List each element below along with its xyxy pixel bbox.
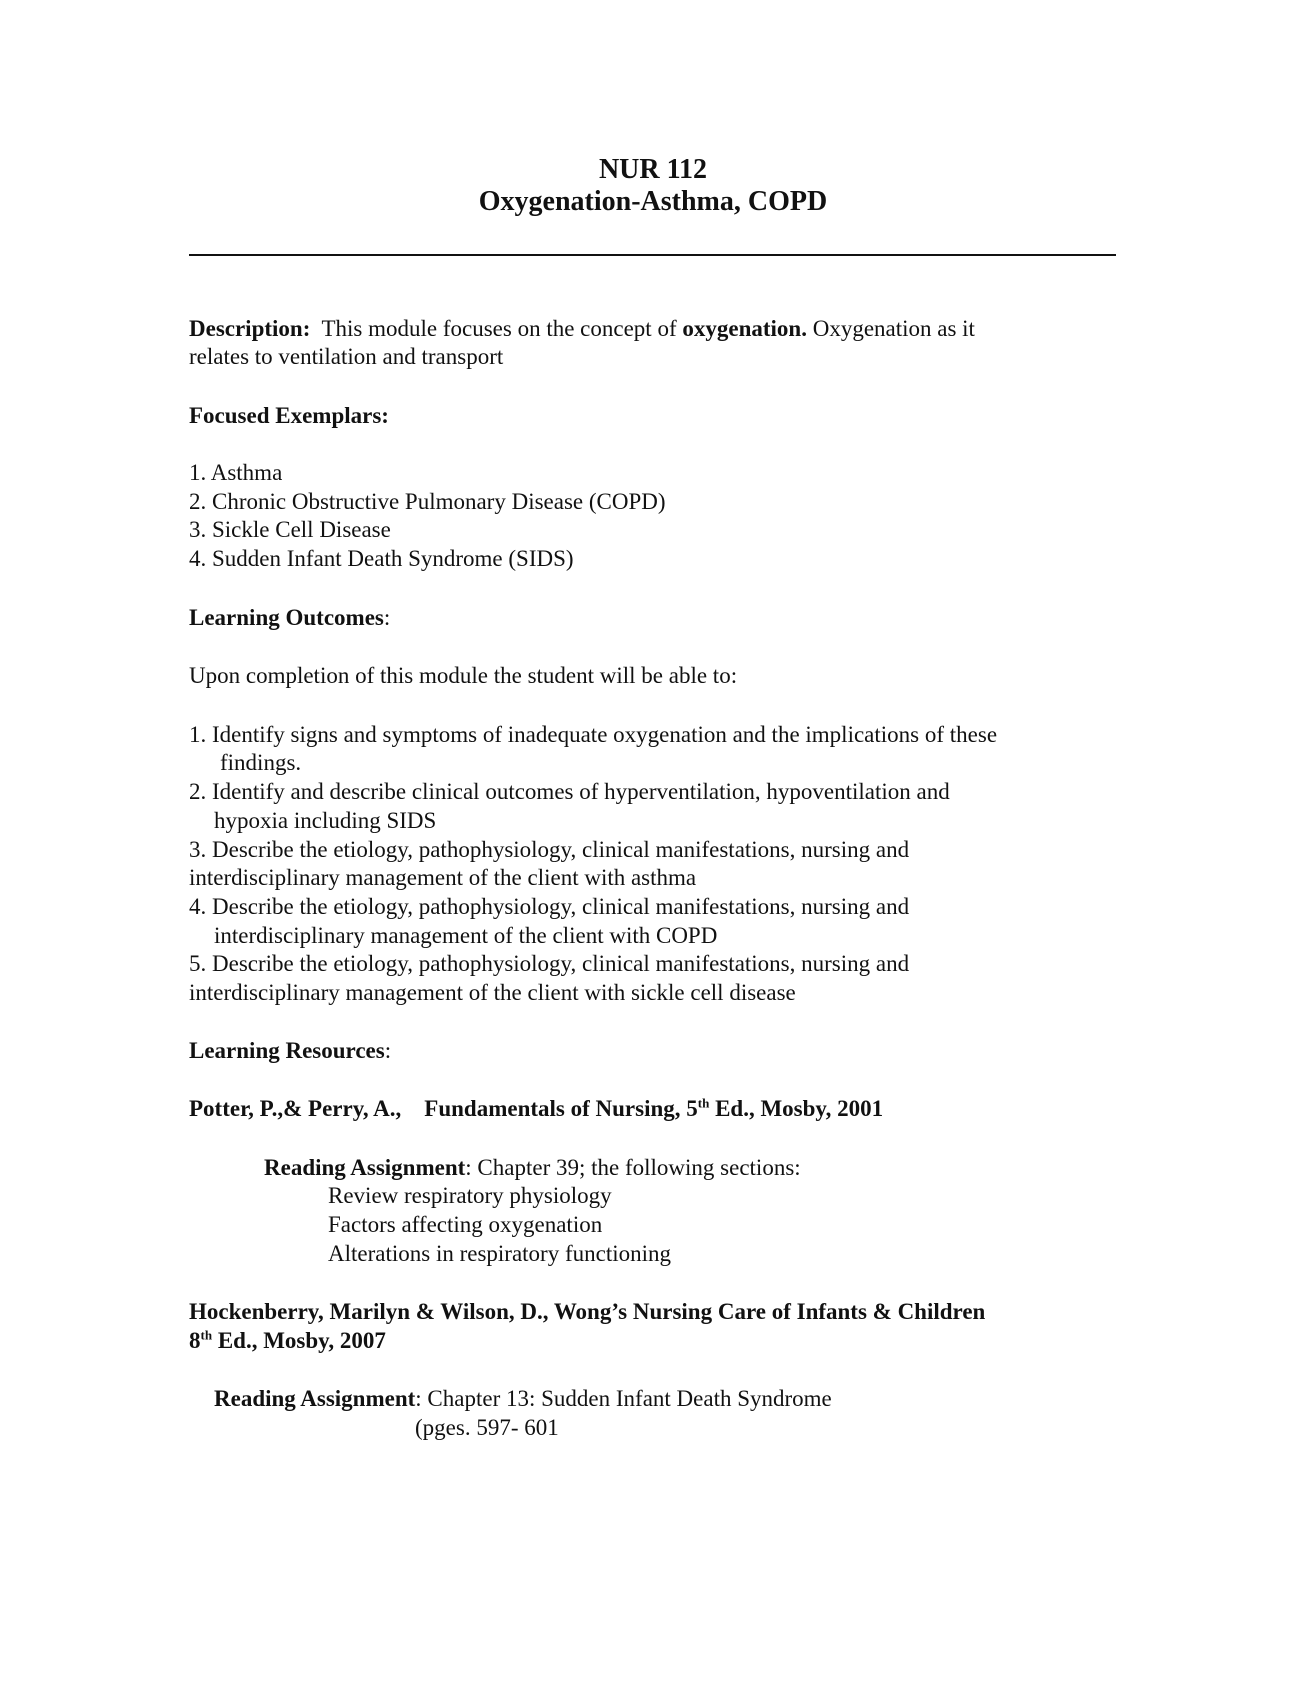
reading-section: Review respiratory physiology bbox=[328, 1183, 612, 1208]
exemplar-item: 1. Asthma bbox=[189, 460, 283, 485]
description-keyword: oxygenation. bbox=[682, 316, 807, 341]
reference-superscript: th bbox=[200, 1327, 213, 1343]
outcome-line: findings. bbox=[220, 750, 302, 775]
outcomes-heading-label: Learning Outcomes bbox=[189, 605, 384, 630]
description-line-2: relates to ventilation and transport bbox=[189, 344, 504, 369]
reading-assignment-label: Reading Assignment bbox=[264, 1155, 466, 1180]
reference-publisher: Ed., Mosby, 2007 bbox=[212, 1328, 386, 1353]
outcomes-heading-colon: : bbox=[383, 605, 391, 630]
outcome-line: 4. Describe the etiology, pathophysiology, clinical manifestations, nursing and bbox=[189, 894, 910, 919]
reading-assignment-text: : Chapter 13: Sudden Infant Death Syndrome bbox=[415, 1386, 832, 1411]
reference-hockenberry-line-2 bbox=[189, 1326, 386, 1355]
reading-section: Alterations in respiratory functioning bbox=[328, 1241, 672, 1266]
outcome-line: interdisciplinary management of the client with COPD bbox=[214, 923, 718, 948]
outcome-line: 5. Describe the etiology, pathophysiology, clinical manifestations, nursing and bbox=[189, 951, 910, 976]
reference-title: Fundamentals of Nursing, 5 bbox=[424, 1096, 698, 1121]
description-tail: Oxygenation as it bbox=[812, 316, 975, 341]
exemplar-item: 4. Sudden Infant Death Syndrome (SIDS) bbox=[189, 546, 574, 571]
exemplars-heading: Focused Exemplars: bbox=[189, 403, 389, 428]
reading-section: Factors affecting oxygenation bbox=[328, 1212, 603, 1237]
resources-heading-label: Learning Resources bbox=[189, 1038, 385, 1063]
description-line-1 bbox=[189, 314, 975, 343]
description-label: Description: bbox=[189, 316, 311, 341]
exemplar-item: 3. Sickle Cell Disease bbox=[189, 517, 391, 542]
title-rule bbox=[189, 254, 1116, 256]
module-title: Oxygenation-Asthma, COPD bbox=[478, 186, 828, 217]
reading-assignment-text: : Chapter 39; the following sections: bbox=[465, 1155, 801, 1180]
reference-superscript: th bbox=[697, 1095, 710, 1111]
outcome-line: interdisciplinary management of the client with sickle cell disease bbox=[189, 980, 796, 1005]
reading-assignment-2 bbox=[214, 1384, 832, 1413]
reference-publisher: Ed., Mosby, 2001 bbox=[709, 1096, 884, 1121]
reference-potter bbox=[189, 1094, 883, 1123]
outcome-line: 1. Identify signs and symptoms of inadequate oxygenation and the implications of these bbox=[189, 722, 998, 747]
reference-authors: Potter, P.,& Perry, A., bbox=[189, 1096, 402, 1121]
course-code: NUR 112 bbox=[598, 154, 708, 185]
reference-hockenberry-line-1: Hockenberry, Marilyn & Wilson, D., Wong’s Nursing Care of Infants & Children bbox=[189, 1299, 986, 1324]
outcomes-intro: Upon completion of this module the student will be able to: bbox=[189, 663, 738, 688]
outcomes-heading bbox=[189, 603, 390, 632]
reference-edition: 8 bbox=[189, 1328, 201, 1353]
outcome-line: 3. Describe the etiology, pathophysiology, clinical manifestations, nursing and bbox=[189, 837, 910, 862]
resources-heading-colon: : bbox=[384, 1038, 392, 1063]
outcome-line: hypoxia including SIDS bbox=[214, 808, 437, 833]
reading-assignment-label: Reading Assignment bbox=[214, 1386, 416, 1411]
resources-heading bbox=[189, 1036, 391, 1065]
exemplar-item: 2. Chronic Obstructive Pulmonary Disease (COPD) bbox=[189, 489, 666, 514]
description-text: This module focuses on the concept of bbox=[321, 316, 677, 341]
outcome-line: 2. Identify and describe clinical outcomes of hyperventilation, hypoventilation and bbox=[189, 779, 950, 804]
outcome-line: interdisciplinary management of the client with asthma bbox=[189, 865, 697, 890]
reading-pages: (pges. 597- 601 bbox=[415, 1415, 559, 1440]
reading-assignment-1 bbox=[264, 1153, 801, 1182]
